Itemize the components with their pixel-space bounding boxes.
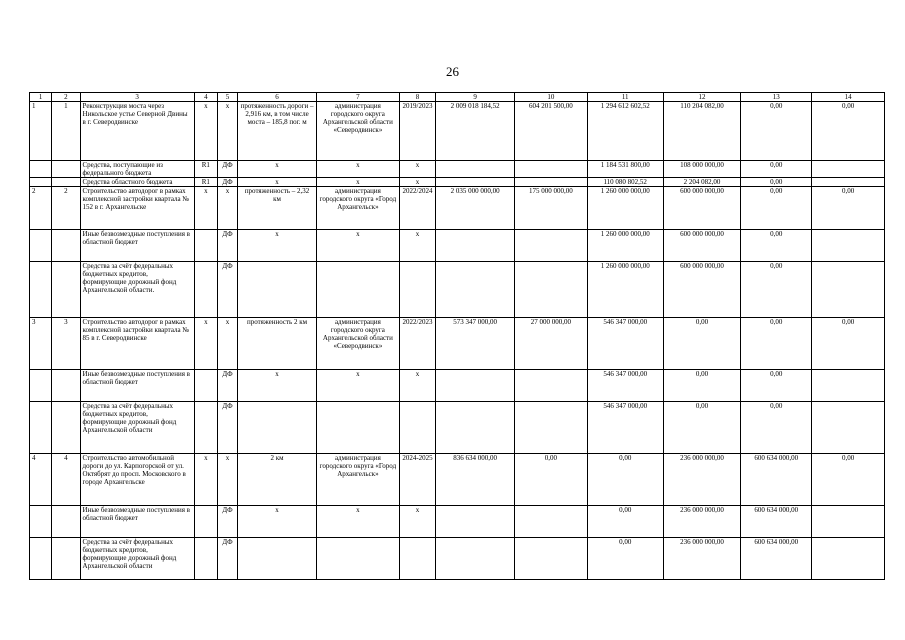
table-cell bbox=[52, 538, 80, 580]
table-cell: Средства за счёт федеральных бюджетных кредитов, формирующие дорожный фонд Архангельской области bbox=[80, 538, 194, 580]
table-cell bbox=[515, 402, 588, 454]
table-cell: ДФ bbox=[217, 506, 237, 538]
column-header: 1 bbox=[30, 93, 52, 102]
table-cell bbox=[812, 262, 885, 318]
table-cell bbox=[52, 370, 80, 402]
table-cell bbox=[399, 538, 435, 580]
table-cell: ДФ bbox=[217, 370, 237, 402]
table-cell bbox=[194, 262, 217, 318]
table-cell: 3 bbox=[52, 318, 80, 370]
table-cell: 4 bbox=[52, 454, 80, 506]
table-cell: 0,00 bbox=[587, 506, 663, 538]
table-row bbox=[30, 102, 885, 161]
table-cell: х bbox=[399, 370, 435, 402]
table-cell: протяженность дороги – 2,916 км, в том числе моста – 185,8 пог. м bbox=[238, 102, 317, 161]
table-cell: Иные безвозмездные поступления в областной бюджет bbox=[80, 506, 194, 538]
table-cell: 1 260 000 000,00 bbox=[587, 262, 663, 318]
table-cell: администрация городского округа «Город Архангельск» bbox=[316, 454, 399, 506]
table-cell: 2 км bbox=[238, 454, 317, 506]
table-cell: Средства, поступающие из федерального бюджета bbox=[80, 161, 194, 178]
table-cell bbox=[436, 402, 515, 454]
table-cell: ДФ bbox=[217, 262, 237, 318]
table-row bbox=[30, 454, 885, 506]
table-cell: 1 294 612 602,52 bbox=[587, 102, 663, 161]
table-cell bbox=[316, 538, 399, 580]
column-header: 12 bbox=[663, 93, 741, 102]
table-cell bbox=[194, 506, 217, 538]
table-cell: 0,00 bbox=[741, 187, 812, 230]
table-cell bbox=[812, 230, 885, 262]
table-cell: 0,00 bbox=[663, 370, 741, 402]
table-cell: 27 000 000,00 bbox=[515, 318, 588, 370]
table-cell: Средства за счёт федеральных бюджетных кредитов, формирующие дорожный фонд Архангельской области bbox=[80, 402, 194, 454]
table-cell: х bbox=[194, 187, 217, 230]
table-cell bbox=[30, 402, 52, 454]
table-cell: х bbox=[238, 161, 317, 178]
table-cell: 0,00 bbox=[741, 318, 812, 370]
table-cell: 573 347 000,00 bbox=[436, 318, 515, 370]
table-cell: 0,00 bbox=[741, 230, 812, 262]
table-cell bbox=[812, 506, 885, 538]
column-header: 9 bbox=[436, 93, 515, 102]
table-cell bbox=[52, 161, 80, 178]
table-cell bbox=[515, 370, 588, 402]
table-cell: администрация городского округа Архангельской области «Северодвинск» bbox=[316, 318, 399, 370]
table-cell: 2022/2024 bbox=[399, 187, 435, 230]
table-cell: 236 000 000,00 bbox=[663, 506, 741, 538]
table-cell: ДФ bbox=[217, 402, 237, 454]
table-cell: Средства областного бюджета bbox=[80, 178, 194, 187]
table-cell: Строительство автодорог в рамках комплексной застройки квартала № 152 в г. Архангельске bbox=[80, 187, 194, 230]
table-cell: 0,00 bbox=[741, 262, 812, 318]
table-cell: х bbox=[399, 506, 435, 538]
table-cell: Строительство автодорог в рамках комплексной застройки квартала № 85 в г. Северодвинске bbox=[80, 318, 194, 370]
table-cell: 600 000 000,00 bbox=[663, 262, 741, 318]
table-cell: х bbox=[194, 318, 217, 370]
table-cell: Строительство автомобильной дороги до ул. Карпогорской от ул. Октябрят до просп. Московского в городе Архангельске bbox=[80, 454, 194, 506]
table-cell: х bbox=[399, 230, 435, 262]
table-cell: 546 347 000,00 bbox=[587, 402, 663, 454]
table-cell: 236 000 000,00 bbox=[663, 538, 741, 580]
header-row bbox=[30, 93, 885, 102]
table-cell bbox=[316, 262, 399, 318]
table-cell bbox=[238, 402, 317, 454]
column-header: 4 bbox=[194, 93, 217, 102]
table-cell bbox=[515, 178, 588, 187]
table-cell: Реконструкция моста через Никольское устье Северной Двины в г. Северодвинске bbox=[80, 102, 194, 161]
column-header: 2 bbox=[52, 93, 80, 102]
table-cell: 600 000 000,00 bbox=[663, 187, 741, 230]
table-cell: х bbox=[316, 178, 399, 187]
table-row bbox=[30, 318, 885, 370]
table-cell: 2 009 018 184,52 bbox=[436, 102, 515, 161]
table-cell: х bbox=[316, 506, 399, 538]
column-header: 10 bbox=[515, 93, 588, 102]
table-cell: R1 bbox=[194, 161, 217, 178]
table-cell bbox=[436, 161, 515, 178]
table-cell bbox=[515, 161, 588, 178]
table-cell bbox=[436, 370, 515, 402]
table-cell: Средства за счёт федеральных бюджетных кредитов, формирующие дорожный фонд Архангельской области. bbox=[80, 262, 194, 318]
table-cell: ДФ bbox=[217, 178, 237, 187]
table-cell: 2022/2023 bbox=[399, 318, 435, 370]
table-cell bbox=[52, 230, 80, 262]
table-cell: 2 035 000 000,00 bbox=[436, 187, 515, 230]
column-header: 6 bbox=[238, 93, 317, 102]
table-cell: 0,00 bbox=[663, 318, 741, 370]
table-cell bbox=[812, 161, 885, 178]
table-cell: протяженность 2 км bbox=[238, 318, 317, 370]
table-cell bbox=[399, 402, 435, 454]
table-cell bbox=[812, 370, 885, 402]
table-cell: ДФ bbox=[217, 161, 237, 178]
table-row bbox=[30, 187, 885, 230]
table-cell: Иные безвозмездные поступления в областной бюджет bbox=[80, 370, 194, 402]
table-cell: 0,00 bbox=[812, 102, 885, 161]
table-cell: х bbox=[316, 161, 399, 178]
table-cell: 175 000 000,00 bbox=[515, 187, 588, 230]
table-cell: х bbox=[238, 230, 317, 262]
table-cell bbox=[436, 262, 515, 318]
table-cell: 0,00 bbox=[515, 454, 588, 506]
column-header: 5 bbox=[217, 93, 237, 102]
table-cell: 2024-2025 bbox=[399, 454, 435, 506]
table-cell bbox=[30, 262, 52, 318]
table-cell bbox=[812, 402, 885, 454]
table-row bbox=[30, 161, 885, 178]
table-cell bbox=[436, 230, 515, 262]
table-cell: 1 bbox=[30, 102, 52, 161]
table-cell bbox=[515, 538, 588, 580]
table-cell bbox=[30, 506, 52, 538]
table-row bbox=[30, 230, 885, 262]
table-cell: 600 634 000,00 bbox=[741, 538, 812, 580]
table-cell: х bbox=[399, 178, 435, 187]
table-cell: х bbox=[238, 370, 317, 402]
column-header: 8 bbox=[399, 93, 435, 102]
table-cell: х bbox=[238, 506, 317, 538]
table-cell: 836 634 000,00 bbox=[436, 454, 515, 506]
table-cell bbox=[52, 402, 80, 454]
table-cell bbox=[515, 506, 588, 538]
table-cell: 600 634 000,00 bbox=[741, 506, 812, 538]
table-cell: х bbox=[194, 454, 217, 506]
table-cell bbox=[515, 262, 588, 318]
table-cell bbox=[52, 262, 80, 318]
table-cell: 0,00 bbox=[741, 178, 812, 187]
table-cell bbox=[52, 178, 80, 187]
table-cell bbox=[436, 178, 515, 187]
table-row bbox=[30, 538, 885, 580]
table-cell: 0,00 bbox=[741, 161, 812, 178]
table-cell: 604 201 500,00 bbox=[515, 102, 588, 161]
table-cell: 110 204 082,00 bbox=[663, 102, 741, 161]
table-cell bbox=[30, 538, 52, 580]
table-cell: 2 204 082,00 bbox=[663, 178, 741, 187]
table-row bbox=[30, 178, 885, 187]
table-cell: 110 080 802,52 bbox=[587, 178, 663, 187]
table-cell: 0,00 bbox=[741, 370, 812, 402]
table-cell: х bbox=[217, 187, 237, 230]
table-cell: х bbox=[238, 178, 317, 187]
column-header: 13 bbox=[741, 93, 812, 102]
table-cell bbox=[194, 370, 217, 402]
table-row bbox=[30, 262, 885, 318]
column-header: 7 bbox=[316, 93, 399, 102]
table-cell: администрация городского округа «Город Архангельск» bbox=[316, 187, 399, 230]
column-header: 14 bbox=[812, 93, 885, 102]
table-cell: R1 bbox=[194, 178, 217, 187]
table-cell: 0,00 bbox=[812, 187, 885, 230]
table-cell: 2 bbox=[52, 187, 80, 230]
table-cell: ДФ bbox=[217, 230, 237, 262]
table-cell: 2 bbox=[30, 187, 52, 230]
table-cell: администрация городского округа Архангельской области «Северодвинск» bbox=[316, 102, 399, 161]
table-cell: х bbox=[217, 454, 237, 506]
table-cell: 546 347 000,00 bbox=[587, 318, 663, 370]
table-cell: 0,00 bbox=[587, 454, 663, 506]
table-cell bbox=[194, 230, 217, 262]
table-cell: Иные безвозмездные поступления в областной бюджет bbox=[80, 230, 194, 262]
table-row bbox=[30, 402, 885, 454]
table-cell: ДФ bbox=[217, 538, 237, 580]
table-cell: 2019/2023 bbox=[399, 102, 435, 161]
table-cell: х bbox=[194, 102, 217, 161]
table-cell: х bbox=[316, 230, 399, 262]
table-cell: х bbox=[399, 161, 435, 178]
table-cell: 0,00 bbox=[741, 102, 812, 161]
table-cell bbox=[194, 402, 217, 454]
table-cell: 1 260 000 000,00 bbox=[587, 230, 663, 262]
table-cell: 108 000 000,00 bbox=[663, 161, 741, 178]
table-cell: 0,00 bbox=[663, 402, 741, 454]
table-cell: 0,00 bbox=[812, 318, 885, 370]
table-cell: 0,00 bbox=[587, 538, 663, 580]
table-cell bbox=[238, 538, 317, 580]
table-cell: 0,00 bbox=[812, 454, 885, 506]
table-cell bbox=[238, 262, 317, 318]
table-cell bbox=[194, 538, 217, 580]
table-cell bbox=[30, 178, 52, 187]
table-cell: 600 634 000,00 bbox=[741, 454, 812, 506]
table-cell bbox=[30, 370, 52, 402]
table-cell: 3 bbox=[30, 318, 52, 370]
table-cell: х bbox=[217, 102, 237, 161]
table-cell: 1 260 000 000,00 bbox=[587, 187, 663, 230]
table-cell: 4 bbox=[30, 454, 52, 506]
table-cell: 1 bbox=[52, 102, 80, 161]
table-cell bbox=[812, 538, 885, 580]
table-cell bbox=[30, 230, 52, 262]
table-cell: 0,00 bbox=[741, 402, 812, 454]
table-cell: 236 000 000,00 bbox=[663, 454, 741, 506]
page-number: 26 bbox=[446, 64, 459, 79]
table-cell: 600 000 000,00 bbox=[663, 230, 741, 262]
column-header: 3 bbox=[80, 93, 194, 102]
table-cell: х bbox=[217, 318, 237, 370]
table-cell bbox=[515, 230, 588, 262]
table-cell bbox=[399, 262, 435, 318]
table-cell: х bbox=[316, 370, 399, 402]
table-row bbox=[30, 506, 885, 538]
table-cell: протяженность – 2,32 км bbox=[238, 187, 317, 230]
table-cell: 546 347 000,00 bbox=[587, 370, 663, 402]
table-cell: 1 184 531 800,00 bbox=[587, 161, 663, 178]
column-header: 11 bbox=[587, 93, 663, 102]
budget-table bbox=[29, 92, 885, 580]
table-row bbox=[30, 370, 885, 402]
table-cell bbox=[436, 506, 515, 538]
table-cell bbox=[316, 402, 399, 454]
table-cell bbox=[436, 538, 515, 580]
table-cell bbox=[52, 506, 80, 538]
table-cell bbox=[30, 161, 52, 178]
table-cell bbox=[812, 178, 885, 187]
